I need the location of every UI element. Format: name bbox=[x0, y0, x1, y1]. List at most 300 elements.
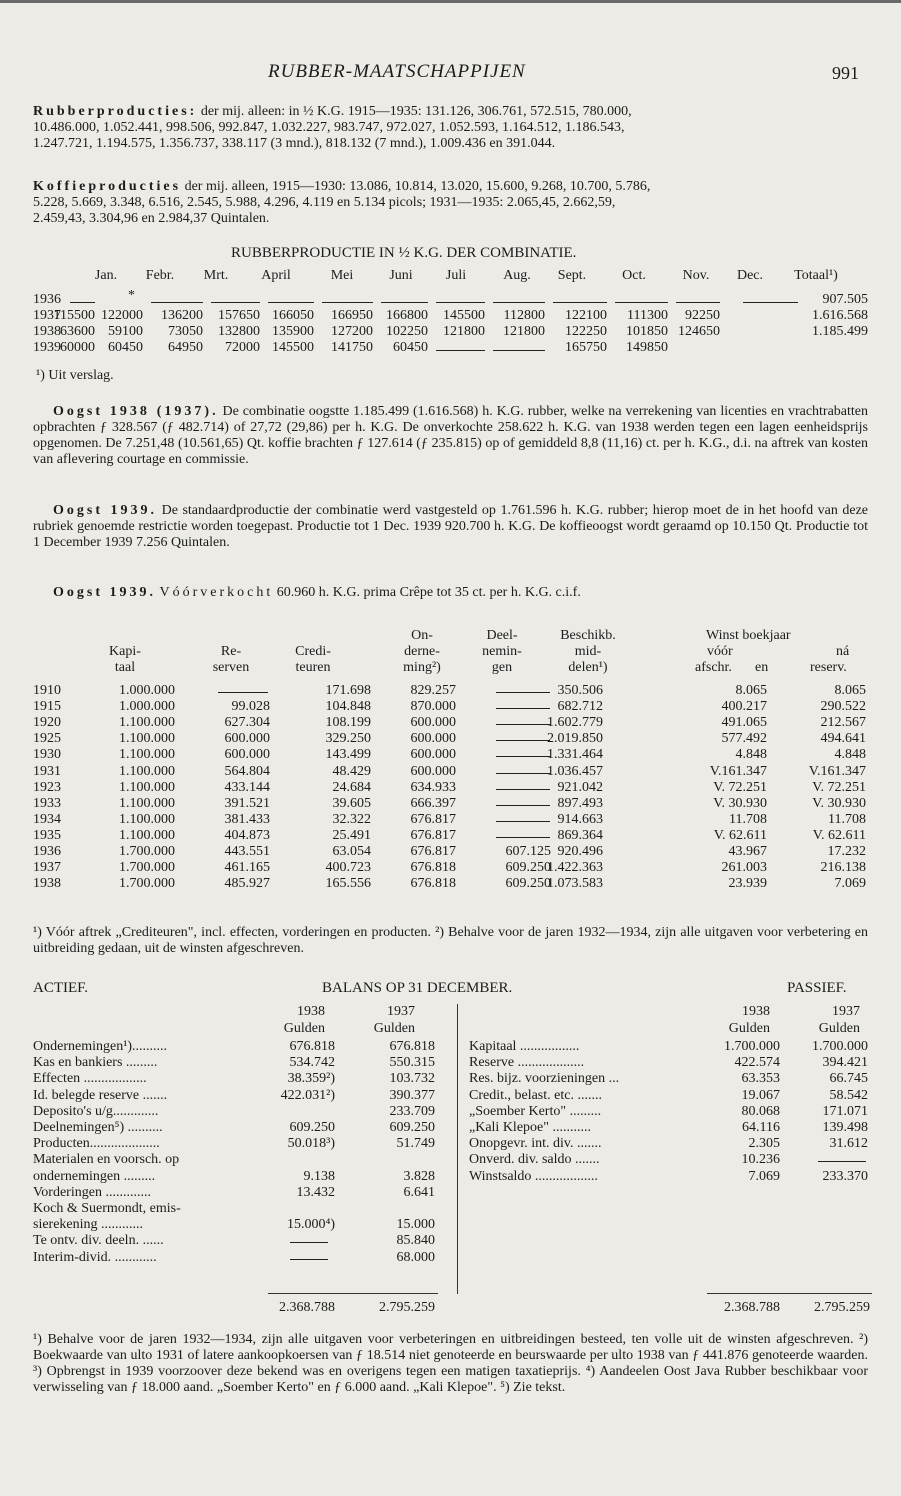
production-header-cell: Juli bbox=[445, 268, 467, 283]
balans-asset-label: Id. belegde reserve ....... bbox=[33, 1087, 168, 1103]
production-cell: 136200 bbox=[161, 308, 203, 323]
financial-cell: V. 30.930 bbox=[812, 795, 866, 811]
production-row-year: 1939 bbox=[33, 340, 61, 355]
koffie-paragraph-line1 bbox=[33, 179, 650, 195]
production-cell: 141750 bbox=[331, 340, 373, 355]
financial-row-year: 1915 bbox=[33, 699, 61, 715]
production-cell: 166050 bbox=[272, 308, 314, 323]
production-total: 1.185.499 bbox=[812, 324, 868, 339]
balans-divider bbox=[457, 1004, 458, 1294]
financial-cell: 1.700.000 bbox=[119, 860, 175, 876]
financial-cell: 870.000 bbox=[410, 699, 456, 715]
financial-row-year: 1937 bbox=[33, 860, 61, 876]
production-cell: 127200 bbox=[331, 324, 373, 339]
production-empty-dash bbox=[70, 302, 95, 303]
production-header-cell: April bbox=[261, 268, 291, 283]
balans-liability-label: Onopgevr. int. div. ....... bbox=[469, 1136, 602, 1152]
financial-header-en: en bbox=[755, 660, 769, 675]
balans-asset-1937: 6.641 bbox=[403, 1184, 435, 1200]
balans-asset-label: Te ontv. div. deeln. ...... bbox=[33, 1233, 164, 1249]
financial-cell: 165.556 bbox=[325, 876, 371, 892]
production-cell: 64950 bbox=[168, 340, 203, 355]
financial-cell: 897.493 bbox=[557, 795, 603, 811]
financial-cell: 1.100.000 bbox=[119, 715, 175, 731]
financial-cell: 433.144 bbox=[224, 779, 270, 795]
balans-asset-label: Effecten .................. bbox=[33, 1071, 147, 1087]
production-empty-dash bbox=[436, 350, 485, 351]
financial-cell: 143.499 bbox=[325, 747, 371, 763]
balans-asset-label: ondernemingen ......... bbox=[33, 1168, 156, 1184]
production-row-year: 1937 bbox=[33, 308, 61, 323]
rubber-text: der mij. alleen: in ½ K.G. 1915—1935: 131.126, 306.761, 572.515, 780.000, bbox=[197, 104, 632, 119]
balans-total-right-1937: 2.795.259 bbox=[814, 1300, 870, 1315]
production-cell: 60000 bbox=[60, 340, 95, 355]
financial-cell: 914.663 bbox=[557, 811, 603, 827]
balans-liability-1938: 64.116 bbox=[742, 1120, 780, 1135]
balans-year-1937-right: 1937 bbox=[832, 1004, 860, 1019]
balans-liability-1937: 139.498 bbox=[822, 1120, 868, 1135]
balans-asset-1938: 676.818 bbox=[289, 1039, 335, 1054]
balans-year-1938-right: 1938 bbox=[742, 1004, 770, 1019]
page-number: 991 bbox=[832, 63, 859, 83]
production-empty-dash bbox=[676, 302, 720, 303]
balans-asset-1938: 9.138 bbox=[303, 1168, 335, 1184]
financial-cell: 485.927 bbox=[224, 876, 270, 892]
financial-row-year: 1923 bbox=[33, 779, 61, 795]
balans-total-rule-right bbox=[707, 1293, 872, 1294]
financial-cell: 17.232 bbox=[827, 844, 866, 859]
production-empty-dash bbox=[211, 302, 260, 303]
production-cell: 124650 bbox=[678, 324, 720, 339]
financial-cell: 4.848 bbox=[735, 747, 767, 763]
balans-liability-label: Onverd. div. saldo ....... bbox=[469, 1152, 600, 1168]
financial-cell: 600.000 bbox=[224, 747, 270, 763]
balans-asset-label: Deelnemingen⁵) .......... bbox=[33, 1120, 163, 1135]
balans-asset-1938: 38.359²) bbox=[287, 1071, 335, 1087]
financial-cell: 600.000 bbox=[224, 731, 270, 747]
production-asterisk: * bbox=[128, 288, 135, 303]
financial-cell: 829.257 bbox=[410, 683, 456, 698]
balans-total-rule-left bbox=[268, 1293, 438, 1294]
balans-liability-1937: 58.542 bbox=[829, 1087, 868, 1103]
financial-cell: 869.364 bbox=[557, 827, 603, 843]
financial-cell: V. 72.251 bbox=[713, 779, 767, 795]
balans-liability-1938: 7.069 bbox=[748, 1168, 780, 1184]
balans-liability-label: Kapitaal ................. bbox=[469, 1039, 580, 1054]
financial-header-afschr: afschr. bbox=[695, 660, 732, 675]
financial-cell: 600.000 bbox=[410, 715, 456, 731]
production-header-cell: Sept. bbox=[557, 268, 587, 283]
production-cell: 63600 bbox=[60, 324, 95, 339]
financial-header-voor: vóór bbox=[707, 644, 733, 659]
production-header-cell: Febr. bbox=[145, 268, 175, 283]
balans-liability-label: Winstsaldo .................. bbox=[469, 1168, 598, 1184]
production-cell: 59100 bbox=[108, 324, 143, 339]
balans-liability-1938: 1.700.000 bbox=[724, 1039, 780, 1054]
financial-header-reserv: reserv. bbox=[810, 660, 847, 675]
balans-liability-1937: 31.612 bbox=[829, 1136, 868, 1152]
running-header-title: RUBBER-MAATSCHAPPIJEN bbox=[268, 61, 526, 82]
balans-liability-label: „Soember Kerto" ......... bbox=[469, 1103, 602, 1119]
production-cell: 121800 bbox=[503, 324, 545, 339]
oogst-1939b-lead: Oogst 1939. bbox=[53, 585, 156, 600]
financial-footnote: ¹) Vóór aftrek „Crediteuren", incl. effecten, vorderingen en producten. ²) Behalve voor de jaren 1932—1934, zijn alle uitgaven voor verbetering en uitbreiding gedaan, uit de winsten afgeschreven. bbox=[33, 925, 868, 956]
balans-actief-label: ACTIEF. bbox=[33, 980, 89, 996]
financial-header-winst: Winst boekjaar bbox=[706, 628, 791, 643]
balans-asset-label: sierekening ............ bbox=[33, 1217, 144, 1233]
oogst-1939b-text: 60.960 h. K.G. prima Crêpe tot 35 ct. per h. K.G. c.i.f. bbox=[276, 585, 581, 600]
financial-cell: 676.817 bbox=[410, 827, 456, 843]
balans-asset-1937: 68.000 bbox=[396, 1249, 435, 1265]
balans-liability-label: Credit., belast. etc. ....... bbox=[469, 1087, 602, 1103]
balans-asset-label: Interim-divid. ............ bbox=[33, 1249, 157, 1265]
financial-cell: 381.433 bbox=[224, 811, 270, 827]
production-header-cell: Aug. bbox=[503, 268, 531, 283]
financial-cell: V.161.347 bbox=[808, 763, 866, 779]
financial-cell: 1.000.000 bbox=[119, 699, 175, 715]
production-footnote: ¹) Uit verslag. bbox=[36, 368, 114, 383]
balans-asset-label: Ondernemingen¹).......... bbox=[33, 1039, 168, 1054]
production-header-cell: Oct. bbox=[622, 268, 646, 283]
production-row-year: 1936 bbox=[33, 292, 61, 307]
production-cell: 149850 bbox=[626, 340, 668, 355]
production-cell: 121800 bbox=[443, 324, 485, 339]
production-cell: 145500 bbox=[443, 308, 485, 323]
financial-cell: 1.100.000 bbox=[119, 811, 175, 827]
financial-cell: 108.199 bbox=[325, 715, 371, 731]
financial-cell: 329.250 bbox=[325, 731, 371, 747]
financial-cell: 1.700.000 bbox=[119, 876, 175, 892]
financial-header-crediteuren: Credi- bbox=[295, 644, 331, 659]
production-row-year: 1938 bbox=[33, 324, 61, 339]
financial-cell: 63.054 bbox=[332, 844, 371, 859]
financial-header-kapitaal: taal bbox=[114, 660, 136, 675]
production-header-cell: Dec. bbox=[736, 268, 764, 283]
koffie-text: der mij. alleen, 1915—1930: 13.086, 10.814, 13.020, 15.600, 9.268, 10.700, 5.786, bbox=[181, 179, 651, 194]
production-cell: 92250 bbox=[685, 308, 720, 323]
production-header-cell: Jan. bbox=[94, 268, 118, 283]
balans-asset-label: Deposito's u/g............. bbox=[33, 1103, 159, 1119]
balans-asset-label: Kas en bankiers ......... bbox=[33, 1055, 158, 1071]
production-cell: 165750 bbox=[565, 340, 607, 355]
balans-asset-1938: 609.250 bbox=[289, 1120, 335, 1135]
financial-cell: 171.698 bbox=[325, 683, 371, 698]
balans-liability-1937: 1.700.000 bbox=[812, 1039, 868, 1054]
balans-liability-1938: 80.068 bbox=[741, 1103, 780, 1119]
financial-cell: 8.065 bbox=[735, 683, 767, 698]
financial-cell: 43.967 bbox=[728, 844, 767, 859]
financial-cell: 350.506 bbox=[557, 683, 603, 698]
financial-row-year: 1936 bbox=[33, 844, 61, 859]
top-border bbox=[0, 0, 901, 3]
balans-empty-dash bbox=[290, 1259, 328, 1260]
financial-cell: 1.100.000 bbox=[119, 763, 175, 779]
financial-cell: 1.100.000 bbox=[119, 827, 175, 843]
balans-liability-label: „Kali Klepoe" ........... bbox=[469, 1120, 591, 1135]
financial-cell: 48.429 bbox=[332, 763, 371, 779]
financial-cell: 666.397 bbox=[410, 795, 456, 811]
koffie-lead: Koffieproducties bbox=[33, 179, 182, 194]
production-empty-dash bbox=[381, 302, 428, 303]
financial-cell: 577.492 bbox=[721, 731, 767, 747]
financial-cell: 23.939 bbox=[728, 876, 767, 892]
balans-unit-right: Gulden bbox=[728, 1021, 770, 1036]
production-empty-dash bbox=[553, 302, 607, 303]
production-cell: 122000 bbox=[101, 308, 143, 323]
production-empty-dash bbox=[268, 302, 314, 303]
financial-header-beschikb: Beschikb. bbox=[560, 628, 616, 643]
production-empty-dash bbox=[615, 302, 668, 303]
financial-cell: 104.848 bbox=[325, 699, 371, 715]
oogst-1939-lead: Oogst 1939. bbox=[53, 503, 158, 518]
financial-header-onderneming: On- bbox=[411, 628, 433, 643]
balans-asset-1938: 50.018³) bbox=[287, 1136, 335, 1152]
balans-asset-1937: 3.828 bbox=[403, 1168, 435, 1184]
financial-cell: 1.100.000 bbox=[119, 779, 175, 795]
balans-total-left-1938: 2.368.788 bbox=[279, 1300, 335, 1315]
financial-header-deelnemingen: gen bbox=[491, 660, 513, 675]
production-cell: 122250 bbox=[565, 324, 607, 339]
rubber-paragraph-line3: 1.247.721, 1.194.575, 1.356.737, 338.117 (3 mnd.), 818.132 (7 mnd.), 1.009.436 en 391.044. bbox=[33, 136, 556, 151]
balans-liability-1938: 422.574 bbox=[734, 1055, 780, 1071]
financial-cell: 491.065 bbox=[721, 715, 767, 731]
financial-cell: 25.491 bbox=[332, 827, 371, 843]
production-cell: 111300 bbox=[627, 308, 668, 323]
production-total: 907.505 bbox=[822, 292, 868, 307]
financial-cell: 682.712 bbox=[557, 699, 603, 715]
production-header-cell: Totaal¹) bbox=[794, 268, 838, 283]
balans-asset-label: Materialen en voorsch. op bbox=[33, 1152, 180, 1168]
financial-empty-dash bbox=[218, 692, 268, 693]
production-cell: 132800 bbox=[218, 324, 260, 339]
rubber-paragraph-line1 bbox=[33, 104, 632, 120]
financial-cell: 1.100.000 bbox=[119, 731, 175, 747]
financial-cell: 391.521 bbox=[224, 795, 270, 811]
financial-cell: 404.873 bbox=[224, 827, 270, 843]
balans-empty-dash bbox=[290, 1242, 328, 1243]
balans-asset-1937: 676.818 bbox=[389, 1039, 435, 1054]
rubber-lead: Rubberproducties: bbox=[33, 104, 198, 119]
financial-cell: 1.422.363 bbox=[547, 860, 603, 876]
production-cell: 112800 bbox=[503, 308, 545, 323]
oogst-1939-text: De standaardproductie der combinatie werd vastgesteld op 1.761.596 h. K.G. rubber; hierop moet de in het hoofd van deze rubriek genoemde restrictie worden toegepast. Productie tot 1 Dec. 1939 920.700 h. K.G. De koffieoogst wordt geraamd op 10.150 Qt. Productie tot 1 December 1939 7.256 Quintalen. bbox=[33, 503, 869, 550]
production-cell: 166800 bbox=[386, 308, 428, 323]
financial-cell: 1.000.000 bbox=[119, 683, 175, 698]
financial-header-deelnemingen: Deel- bbox=[486, 628, 518, 643]
production-cell: 115500 bbox=[53, 308, 95, 323]
production-table-title: RUBBERPRODUCTIE IN ½ K.G. DER COMBINATIE. bbox=[231, 245, 577, 261]
production-empty-dash bbox=[151, 302, 203, 303]
financial-cell: 7.069 bbox=[834, 876, 866, 892]
financial-header-onderneming: ming²) bbox=[403, 660, 441, 675]
balans-year-1938-left: 1938 bbox=[297, 1004, 325, 1019]
financial-row-year: 1930 bbox=[33, 747, 61, 763]
production-cell: 122100 bbox=[565, 308, 607, 323]
financial-cell: 216.138 bbox=[820, 860, 866, 876]
oogst-1938-lead: Oogst 1938 (1937). bbox=[53, 404, 219, 419]
production-header-cell: Nov. bbox=[682, 268, 710, 283]
production-empty-dash bbox=[436, 302, 485, 303]
financial-cell: 11.708 bbox=[828, 811, 866, 827]
financial-cell: 400.217 bbox=[721, 699, 767, 715]
financial-header-na: ná bbox=[836, 644, 850, 659]
financial-cell: 920.496 bbox=[557, 844, 603, 859]
balans-unit-left-2: Gulden bbox=[373, 1021, 415, 1036]
production-cell: 60450 bbox=[108, 340, 143, 355]
financial-cell: 443.551 bbox=[224, 844, 270, 859]
financial-cell: 1.100.000 bbox=[119, 795, 175, 811]
financial-cell: 627.304 bbox=[224, 715, 270, 731]
financial-cell: 290.522 bbox=[820, 699, 866, 715]
financial-cell: 921.042 bbox=[557, 779, 603, 795]
production-cell: 166950 bbox=[331, 308, 373, 323]
financial-row-year: 1938 bbox=[33, 876, 61, 892]
oogst-1938-paragraph bbox=[33, 404, 868, 468]
balans-asset-1938: 422.031²) bbox=[280, 1087, 335, 1103]
production-cell: 157650 bbox=[218, 308, 260, 323]
financial-cell: 1.700.000 bbox=[119, 844, 175, 859]
balans-asset-1937: 390.377 bbox=[389, 1087, 435, 1103]
financial-cell: 461.165 bbox=[224, 860, 270, 876]
financial-row-year: 1935 bbox=[33, 827, 61, 843]
balans-asset-1937: 15.000 bbox=[396, 1217, 435, 1233]
financial-cell: 1.036.457 bbox=[547, 763, 603, 779]
financial-header-reserven: Re- bbox=[220, 644, 242, 659]
financial-header-onderneming: derne- bbox=[404, 644, 440, 659]
production-cell: 73050 bbox=[168, 324, 203, 339]
balans-title: BALANS OP 31 DECEMBER. bbox=[322, 980, 513, 996]
balans-asset-label: Producten.................... bbox=[33, 1136, 160, 1152]
financial-header-crediteuren: teuren bbox=[295, 660, 331, 675]
balans-liability-1938: 2.305 bbox=[748, 1136, 780, 1152]
financial-header-beschikb: mid- bbox=[574, 644, 602, 659]
financial-cell: 607.125 bbox=[505, 844, 551, 859]
koffie-paragraph-line2: 5.228, 5.669, 3.348, 6.516, 2.545, 5.988, 4.296, 4.119 en 5.134 picols; 1931—1935: 2.065,45, 2.662,59, bbox=[33, 195, 616, 210]
balans-liability-1937: 171.071 bbox=[822, 1103, 868, 1119]
production-cell: 102250 bbox=[386, 324, 428, 339]
production-empty-dash bbox=[322, 302, 373, 303]
production-header-cell: Juni bbox=[389, 268, 413, 283]
financial-cell: 261.003 bbox=[721, 860, 767, 876]
balans-asset-1937: 103.732 bbox=[389, 1071, 435, 1087]
production-cell: 101850 bbox=[626, 324, 668, 339]
oogst-1939-verkocht bbox=[53, 585, 581, 601]
balans-asset-1937: 51.749 bbox=[396, 1136, 435, 1152]
financial-header-beschikb: delen¹) bbox=[568, 660, 608, 675]
oogst-1939b-spaced: Vóórverkocht bbox=[159, 585, 274, 600]
financial-cell: 4.848 bbox=[834, 747, 866, 763]
koffie-paragraph-line3: 2.459,43, 3.304,96 en 2.984,37 Quintalen. bbox=[33, 211, 270, 226]
financial-row-year: 1933 bbox=[33, 795, 61, 811]
balans-empty-dash bbox=[818, 1161, 866, 1162]
financial-cell: 32.322 bbox=[332, 811, 371, 827]
financial-cell: 676.818 bbox=[410, 876, 456, 892]
financial-cell: 564.804 bbox=[224, 763, 270, 779]
balans-passief-label: PASSIEF. bbox=[787, 980, 847, 996]
production-total: 1.616.568 bbox=[812, 308, 868, 323]
financial-cell: 24.684 bbox=[332, 779, 371, 795]
balans-asset-1937: 550.315 bbox=[389, 1055, 435, 1071]
financial-header-reserven: serven bbox=[212, 660, 250, 675]
financial-cell: 1.073.583 bbox=[547, 876, 603, 892]
financial-cell: 8.065 bbox=[834, 683, 866, 698]
financial-row-year: 1934 bbox=[33, 811, 61, 827]
financial-cell: 609.250 bbox=[505, 876, 551, 892]
financial-cell: 2.019.850 bbox=[547, 731, 603, 747]
balans-liability-1937: 66.745 bbox=[829, 1071, 868, 1087]
financial-cell: 600.000 bbox=[410, 763, 456, 779]
balans-asset-1937: 85.840 bbox=[396, 1233, 435, 1249]
financial-cell: 1.331.464 bbox=[547, 747, 603, 763]
balans-liability-1937: 233.370 bbox=[822, 1168, 868, 1184]
financial-cell: 634.933 bbox=[410, 779, 456, 795]
balans-liability-label: Reserve ................... bbox=[469, 1055, 585, 1071]
financial-cell: 609.250 bbox=[505, 860, 551, 876]
oogst-1939-paragraph bbox=[33, 503, 868, 551]
balans-asset-label: Koch & Suermondt, emis- bbox=[33, 1201, 181, 1216]
financial-cell: 212.567 bbox=[820, 715, 866, 731]
production-empty-dash bbox=[493, 350, 545, 351]
financial-cell: V.161.347 bbox=[709, 763, 767, 779]
balans-asset-1938: 15.000⁴) bbox=[286, 1217, 335, 1233]
balans-total-left-1937: 2.795.259 bbox=[379, 1300, 435, 1315]
financial-row-year: 1910 bbox=[33, 683, 61, 698]
balans-asset-1938: 13.432 bbox=[296, 1184, 335, 1200]
oogst-1938-text: De combinatie oogstte 1.185.499 (1.616.568) h. K.G. rubber, welke na verrekening van licenties en vrachtrabatten opbrachten ƒ 328.567 (ƒ 482.714) of 27,72 (29,86) per h. K.G. De onverkochte 258.622 h. K.G. van 1938 werden tegen een lagen eenheidsprijs opgenomen. De 7.251,48 (10.561,65) Qt. koffie brachten ƒ 127.614 (ƒ 235.815) op of gemiddeld 8,8 (11,16) ct. per h. K.G., d.i. na aftrek van kosten van aflevering courtage en commissie. bbox=[33, 404, 869, 467]
financial-row-year: 1920 bbox=[33, 715, 61, 731]
financial-row-year: 1925 bbox=[33, 731, 61, 747]
financial-cell: 99.028 bbox=[231, 699, 270, 715]
production-empty-dash bbox=[493, 302, 545, 303]
balans-unit-right-2: Gulden bbox=[818, 1021, 860, 1036]
balans-asset-label: Vorderingen ............. bbox=[33, 1184, 151, 1200]
balans-asset-1937: 609.250 bbox=[389, 1120, 435, 1135]
financial-cell: 676.817 bbox=[410, 811, 456, 827]
financial-cell: V. 62.611 bbox=[812, 827, 866, 843]
production-cell: 135900 bbox=[272, 324, 314, 339]
balans-total-right-1938: 2.368.788 bbox=[724, 1300, 780, 1315]
financial-cell: V. 30.930 bbox=[713, 795, 767, 811]
financial-cell: 400.723 bbox=[325, 860, 371, 876]
balans-asset-1937: 233.709 bbox=[389, 1103, 435, 1119]
production-header-cell: Mrt. bbox=[203, 268, 229, 283]
balans-liability-1938: 10.236 bbox=[741, 1152, 780, 1168]
financial-cell: 600.000 bbox=[410, 731, 456, 747]
financial-cell: 676.818 bbox=[410, 860, 456, 876]
balans-liability-label: Res. bijz. voorzieningen ... bbox=[469, 1071, 620, 1087]
balans-asset-1938: 534.742 bbox=[289, 1055, 335, 1071]
financial-cell: 1.602.779 bbox=[547, 715, 603, 731]
rubber-paragraph-line2: 10.486.000, 1.052.441, 998.506, 992.847, 1.032.227, 983.747, 972.027, 1.052.593, 1.164.512, 1.186.543, bbox=[33, 120, 625, 135]
balans-liability-1937: 394.421 bbox=[822, 1055, 868, 1071]
balans-liability-1938: 63.353 bbox=[741, 1071, 780, 1087]
production-header-cell: Mei bbox=[330, 268, 354, 283]
balans-footnote: ¹) Behalve voor de jaren 1932—1934, zijn alle uitgaven voor verbeteringen en uitbreidingen besteed, ten volle uit de winsten afgeschreven. ²) Boekwaarde van ulto 1931 of latere aankoopkoersen van ƒ 18.514 niet genoteerde en beurswaarde per ulto 1938 van ƒ 441.876 genoteerde waarden. ³) Opbrengst in 1939 voorzoover deze bekend was en overigens tegen een matigen taxatieprijs. ⁴) Aandeelen Oost Java Rubber beschikbaar voor verwisseling van ƒ 18.000 aand. „Soember Kerto" en ƒ 6.000 aand. „Kali Klepoe". ⁵) Zie tekst. bbox=[33, 1332, 868, 1395]
financial-header-deelnemingen: nemin- bbox=[482, 644, 522, 659]
financial-cell: 494.641 bbox=[820, 731, 866, 747]
production-cell: 145500 bbox=[272, 340, 314, 355]
financial-cell: V. 62.611 bbox=[713, 827, 767, 843]
financial-cell: 676.817 bbox=[410, 844, 456, 859]
financial-cell: V. 72.251 bbox=[812, 779, 866, 795]
balans-year-1937-left: 1937 bbox=[387, 1004, 415, 1019]
financial-cell: 39.605 bbox=[332, 795, 371, 811]
production-cell: 60450 bbox=[393, 340, 428, 355]
balans-liability-1938: 19.067 bbox=[741, 1087, 780, 1103]
financial-row-year: 1931 bbox=[33, 763, 61, 779]
balans-unit-left: Gulden bbox=[283, 1021, 325, 1036]
financial-cell: 11.708 bbox=[729, 811, 767, 827]
